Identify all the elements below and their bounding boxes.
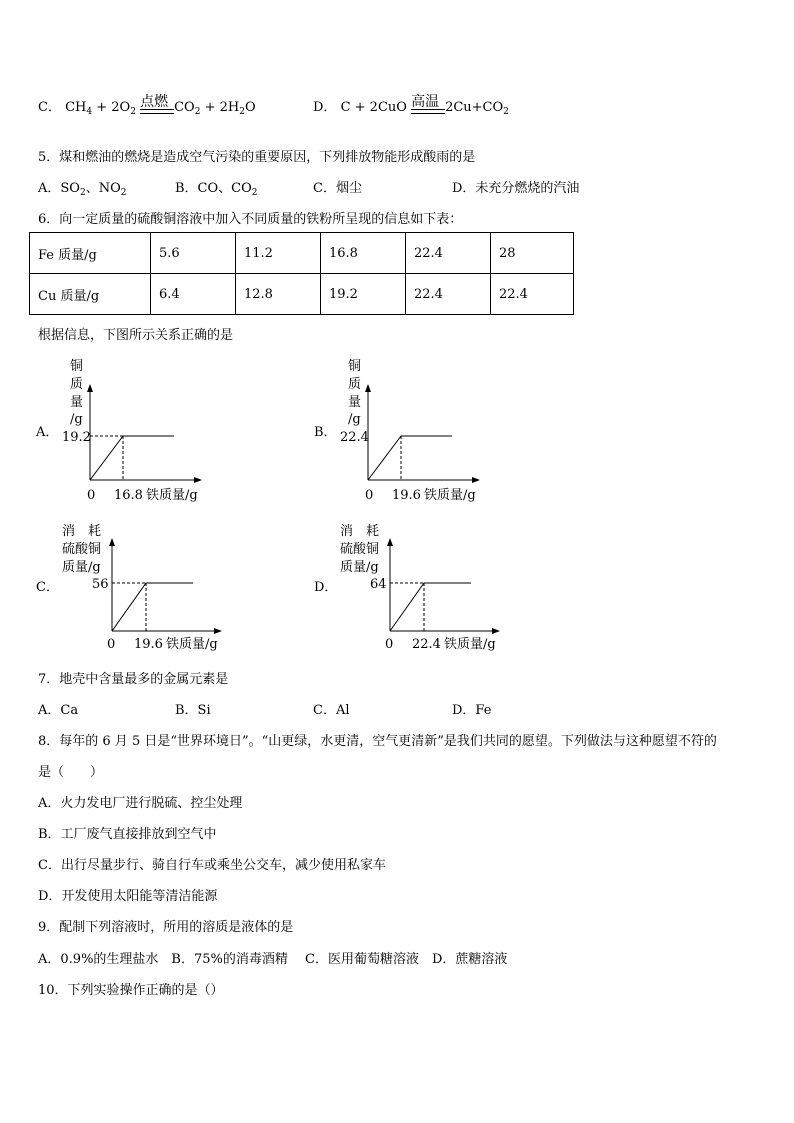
q7-option-d: D．Fe bbox=[452, 703, 492, 718]
table-row bbox=[30, 274, 574, 315]
origin-label: 0 bbox=[87, 488, 96, 503]
formula-h2o: + 2H bbox=[200, 100, 240, 115]
q8-stem-line1: 8．每年的 6 月 5 日是“世界环境日”。“山更绿，水更清，空气更清新”是我们共同的愿望。下列做法与这种愿望不符的 bbox=[38, 734, 717, 749]
graph-a bbox=[30, 352, 220, 507]
q8-option-a: A．火力发电厂进行脱硫、控尘处理 bbox=[38, 796, 243, 811]
graph-line bbox=[390, 583, 471, 631]
table-cell: 12.8 bbox=[236, 274, 321, 315]
table-cell: 16.8 bbox=[321, 233, 406, 274]
y-axis-arrow bbox=[109, 538, 115, 546]
table-row-header: Fe 质量/g bbox=[30, 233, 151, 274]
subscript: 2 bbox=[251, 188, 258, 198]
formula-c-cuo: C + 2CuO bbox=[340, 100, 407, 115]
y-axis-label: 量 bbox=[70, 395, 84, 410]
table-cell: 19.2 bbox=[321, 274, 406, 315]
subscript: 2 bbox=[194, 107, 201, 117]
q10-stem: 10．下列实验操作正确的是（） bbox=[38, 983, 224, 998]
q5-option-d: D．未充分燃烧的汽油 bbox=[452, 181, 580, 196]
y-axis-label: 铜 bbox=[70, 359, 84, 374]
q4-option-c bbox=[38, 96, 256, 117]
q8-option-b: B．工厂废气直接排放到空气中 bbox=[38, 827, 217, 842]
formula-cu-co2: 2Cu+CO bbox=[445, 100, 504, 115]
graph-option-label: C． bbox=[36, 580, 59, 595]
table-cell: 28 bbox=[491, 233, 574, 274]
graph-option-label: A． bbox=[36, 425, 59, 440]
y-axis-label: /g bbox=[70, 412, 83, 427]
y-axis-label: 质量/g bbox=[340, 560, 379, 575]
y-axis-label: /g bbox=[348, 412, 361, 427]
formula-o: O bbox=[244, 100, 256, 115]
table-cell: 22.4 bbox=[491, 274, 574, 315]
formula-co2: CO bbox=[174, 100, 195, 115]
option-text: B．CO、CO bbox=[175, 181, 252, 196]
graph-line bbox=[368, 436, 452, 480]
reaction-condition: 点燃 bbox=[140, 94, 169, 110]
y-value-label: 19.2 bbox=[62, 430, 91, 445]
y-axis-label: 硫酸铜 bbox=[62, 542, 102, 557]
x-value-label: 16.8 bbox=[114, 488, 143, 503]
x-axis-label: 铁质量/g bbox=[146, 488, 198, 503]
q5-option-a bbox=[38, 177, 126, 198]
x-value-label: 19.6 bbox=[134, 637, 163, 652]
q8-stem-line2: 是（ ） bbox=[38, 765, 104, 780]
y-axis-label: 量 bbox=[348, 395, 362, 410]
x-value-label: 22.4 bbox=[412, 637, 441, 652]
y-axis-label: 质量/g bbox=[62, 560, 101, 575]
table-row-header: Cu 质量/g bbox=[30, 274, 151, 315]
formula-o2: + 2O bbox=[92, 100, 131, 115]
subscript: 2 bbox=[239, 107, 245, 117]
y-axis-label: 消 耗 bbox=[62, 524, 102, 539]
subscript: 4 bbox=[86, 107, 93, 117]
option-text: A．SO bbox=[38, 181, 80, 196]
origin-label: 0 bbox=[365, 488, 374, 503]
q7-option-b: B．Si bbox=[175, 703, 211, 718]
x-axis-arrow bbox=[194, 477, 202, 483]
graph-c bbox=[30, 518, 230, 658]
q7-option-a: A．Ca bbox=[38, 703, 79, 718]
y-axis-label: 铜 bbox=[348, 359, 362, 374]
reaction-arrow-double-line bbox=[411, 109, 445, 114]
y-axis-arrow bbox=[387, 538, 393, 546]
q5-stem: 5．煤和燃油的燃烧是造成空气污染的重要原因，下列排放物能形成酸雨的是 bbox=[38, 150, 476, 165]
formula-ch4: CH bbox=[65, 100, 87, 115]
q4-option-d bbox=[313, 96, 509, 117]
graph-b bbox=[308, 352, 498, 507]
graph-option-label: D． bbox=[314, 580, 338, 595]
subscript: 2 bbox=[503, 107, 509, 117]
q6-stem: 6．向一定质量的硫酸铜溶液中加入不同质量的铁粉所呈现的信息如下表： bbox=[38, 212, 463, 227]
q8-option-c: C．出行尽量步行、骑自行车或乘坐公交车，减少使用私家车 bbox=[38, 858, 386, 873]
graph-d bbox=[308, 518, 508, 658]
graph-line bbox=[90, 436, 174, 480]
graph-line bbox=[112, 583, 193, 631]
y-value-label: 64 bbox=[370, 577, 387, 592]
q7-stem: 7．地壳中含量最多的金属元素是 bbox=[38, 672, 229, 687]
x-value-label: 19.6 bbox=[392, 488, 421, 503]
x-axis-label: 铁质量/g bbox=[444, 637, 496, 652]
option-label: D． bbox=[313, 100, 337, 115]
origin-label: 0 bbox=[107, 637, 116, 652]
q9-stem: 9．配制下列溶液时，所用的溶质是液体的是 bbox=[38, 920, 294, 935]
reaction-condition: 高温 bbox=[411, 94, 440, 110]
table-row bbox=[30, 233, 574, 274]
reaction-arrow-double-line bbox=[140, 109, 174, 114]
table-cell: 22.4 bbox=[406, 233, 491, 274]
y-axis-arrow bbox=[87, 384, 93, 392]
table-cell: 5.6 bbox=[151, 233, 236, 274]
table-cell: 11.2 bbox=[236, 233, 321, 274]
x-axis-arrow bbox=[472, 477, 480, 483]
y-axis-label: 质 bbox=[70, 377, 84, 392]
y-axis-arrow bbox=[365, 384, 371, 392]
q6-followup: 根据信息，下图所示关系正确的是 bbox=[38, 328, 234, 343]
option-label: C． bbox=[38, 100, 61, 115]
option-text: 、NO bbox=[85, 181, 121, 196]
origin-label: 0 bbox=[385, 637, 394, 652]
subscript: 2 bbox=[79, 188, 86, 198]
y-value-label: 56 bbox=[92, 577, 109, 592]
x-axis-arrow bbox=[492, 628, 500, 634]
y-axis-label: 消 耗 bbox=[340, 524, 380, 539]
q9-options: A．0.9%的生理盐水 B．75%的消毒酒精 C．医用葡萄糖溶液 D．蔗糖溶液 bbox=[38, 952, 508, 967]
y-axis-label: 硫酸铜 bbox=[340, 542, 380, 557]
subscript: 2 bbox=[130, 107, 136, 117]
table-cell: 6.4 bbox=[151, 274, 236, 315]
y-value-label: 22.4 bbox=[340, 430, 369, 445]
x-axis-arrow bbox=[214, 628, 222, 634]
table-cell: 22.4 bbox=[406, 274, 491, 315]
q5-option-b bbox=[175, 177, 258, 198]
x-axis-label: 铁质量/g bbox=[166, 637, 218, 652]
graph-option-label: B． bbox=[314, 425, 337, 440]
subscript: 2 bbox=[120, 188, 127, 198]
q8-option-d: D．开发使用太阳能等清洁能源 bbox=[38, 889, 218, 904]
y-axis-label: 质 bbox=[348, 377, 362, 392]
q6-data-table bbox=[29, 232, 574, 315]
q5-option-c: C．烟尘 bbox=[313, 181, 362, 196]
x-axis-label: 铁质量/g bbox=[424, 488, 476, 503]
q7-option-c: C．Al bbox=[313, 703, 350, 718]
